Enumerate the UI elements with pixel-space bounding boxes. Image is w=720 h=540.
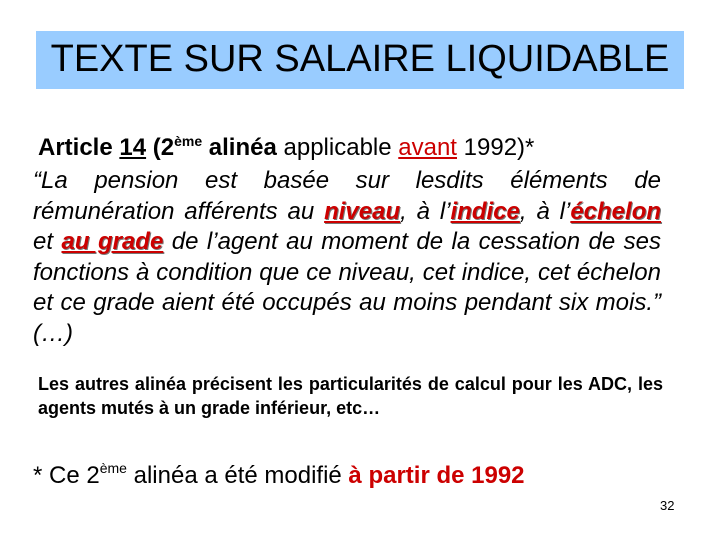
- emphasis-grade: au grade: [61, 228, 164, 255]
- article-suffix: 1992)*: [456, 134, 535, 161]
- article-middle: applicable: [276, 134, 399, 161]
- emphasis-niveau: niveau: [324, 197, 401, 225]
- footnote: * Ce 2ème alinéa a été modifié à partir de 1992: [33, 460, 525, 489]
- other-paragraphs-note: Les autres alinéa précisent les particularités de calcul pour les ADC, les agents mutés à un grade inférieur, etc…: [38, 374, 663, 418]
- article-heading: [38, 126, 534, 163]
- slide-title: TEXTE SUR SALAIRE LIQUIDABLE: [50, 38, 670, 80]
- footnote-emphasis: à partir de 1992: [348, 462, 525, 489]
- article-emphasis: avant: [398, 134, 457, 161]
- emphasis-echelon: échelon: [570, 197, 662, 225]
- emphasis-indice: indice: [450, 197, 520, 225]
- footnote-superscript: ème: [99, 460, 127, 476]
- article-superscript: ème: [174, 133, 203, 149]
- article-number: 14: [119, 134, 147, 161]
- article-quote: “La pension est basée sur lesdits éléments de rémunération afférents au niveau, à l’indice, à l’échelon et au grade de l’agent au moment de la cessation de ses fonctions à condition que ce niveau, cet indice, cet échelon et ce grade aient été occupés au moins pendant six mois.” (…): [33, 167, 662, 347]
- article-prefix: Article 14 (2ème alinéa: [38, 133, 277, 161]
- page-number: 32: [660, 498, 675, 513]
